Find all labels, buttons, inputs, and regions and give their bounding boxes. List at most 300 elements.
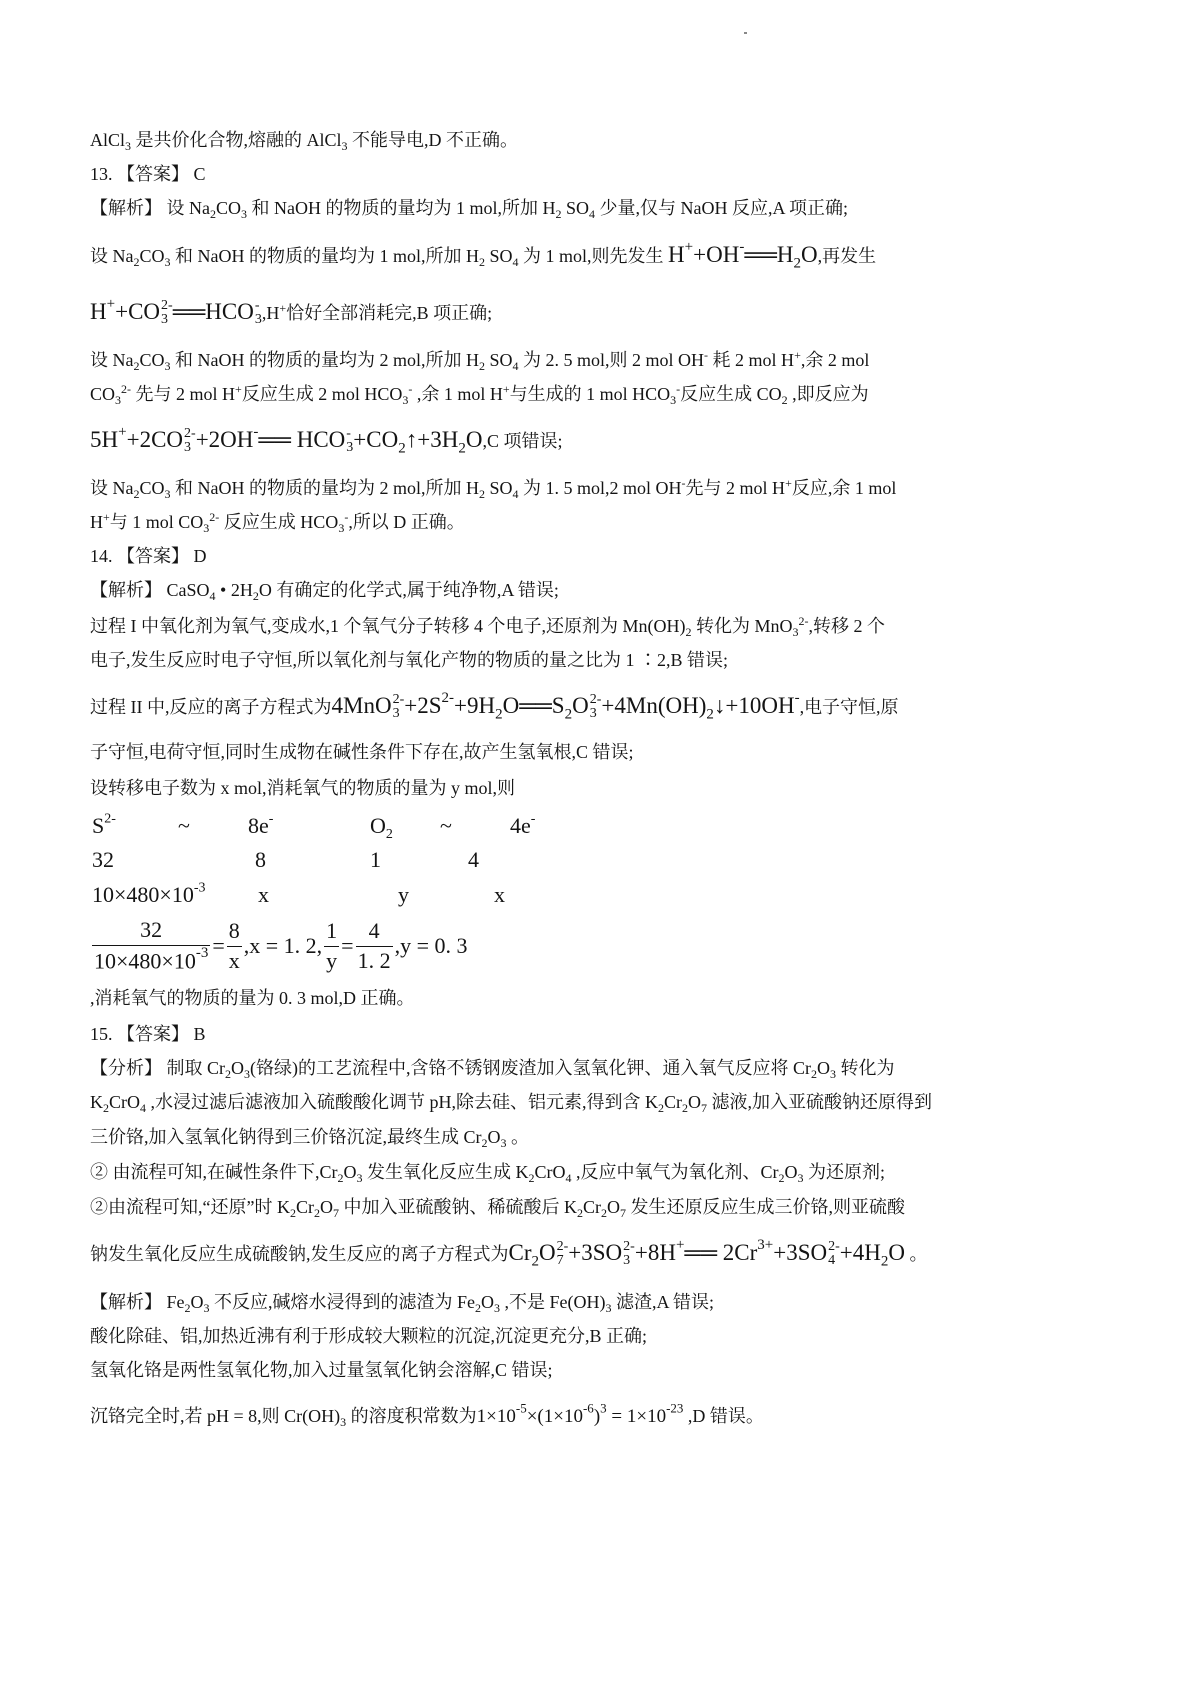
formula-subscript: 3 [623,1252,631,1268]
formula-sub-superscript [255,299,262,327]
subscript: 2 [778,1171,785,1186]
ratio-cell [92,809,116,844]
formula-run: +2S [404,693,442,718]
fraction-denominator [324,947,339,976]
subscript: 2 [184,1301,191,1316]
formula-subscript: 3 [392,705,400,721]
subscript: 7 [332,1206,339,1221]
text-run: ,电子守恒,原 [799,697,899,717]
subscript: 3 [164,359,171,374]
text-run: Cr [664,1092,682,1112]
subscript: 3 [241,207,248,222]
formula-subscript: 3 [161,311,169,327]
text-run: ,所以 D 正确。 [348,512,465,532]
subscript: 4 [512,359,519,374]
subscript: 2 [103,1101,109,1116]
q15-analysis-line [90,1090,932,1114]
ratio-cell [258,878,269,913]
text-run: 电子,发生反应时电子守恒,所以氧化剂与氧化产物的物质的量之比为 1 ∶2,B 错误; [90,650,729,670]
formula-subscript: 2 [385,826,393,842]
q15-analysis-line [90,1160,885,1184]
text-run: 中加入亚硫酸钠、稀硫酸后 K [338,1197,577,1217]
text-run: ②由流程可知,“还原”时 K [90,1197,290,1217]
q14-equation-line [90,689,899,724]
formula-run: O [572,693,589,718]
fraction-numerator [227,917,242,947]
formula-superscript: - [346,425,351,441]
formula-superscript: 2- [556,1238,569,1254]
formula-superscript: 3 [600,1400,607,1416]
q13-explanation-line [90,510,465,534]
formula-run: 4 [368,917,380,943]
formula-superscript: -5 [515,1400,527,1416]
text-run: 设 Na [90,350,134,370]
subscript: 2 [475,1301,481,1316]
fraction-denominator [356,947,393,976]
text-run: 为 2. 5 mol,则 2 mol OH [518,350,705,370]
text-run: 氢氧化铬是两性氢氧化物,加入过量氢氧化钠会溶解,C 错误; [90,1360,553,1380]
fraction-calculation [90,914,468,978]
formula-subscript: 2 [458,440,466,457]
subscript: 3 [338,521,345,536]
text-run: O [817,1058,830,1078]
text-run: 滤渣,A 错误; [611,1292,715,1312]
formula-subscript: 2 [495,706,503,723]
subscript: 2 [600,1206,607,1221]
text-run: ,即反应为 [787,384,869,404]
formula-superscript: - [253,423,259,440]
formula-run: ↑+3H [405,427,459,452]
text-run: ,C 项错误; [482,431,563,451]
formula-run: x [228,947,240,973]
q13-explanation-line [90,348,869,372]
ratio-cell [248,809,273,844]
formula-subscript: 2 [531,1253,539,1270]
ratio-cell [370,843,381,878]
fraction [227,917,242,976]
formula-run: 5H [90,427,119,452]
subscript: 3 [203,521,210,536]
ratio-cell [370,809,393,844]
fraction-numerator [356,917,393,947]
q14-explanation-line [90,740,634,764]
text-run: H [90,512,103,532]
formula-run: = [341,933,354,958]
text-run: 与 1 mol CO [109,512,204,532]
formula-sub-superscript [393,693,405,721]
subscript: 3 [340,1415,347,1430]
formula-superscript: 2- [161,297,173,313]
subscript: 2 [252,589,259,604]
formula-sub-superscript [161,299,173,327]
subscript: 3 [125,139,132,154]
text-run: CO [90,384,116,404]
text-run: 转化为 [836,1058,895,1078]
text-run: 反应生成 HCO [219,512,339,532]
fraction-denominator [227,947,242,976]
text-run: SO [561,198,590,218]
text-run: 滤液,加入亚硫酸钠还原得到 [707,1092,932,1112]
subscript: 2 [781,393,788,408]
formula-superscript: -6 [582,1400,594,1416]
text-run: O [231,1058,244,1078]
superscript: - [408,381,413,396]
ratio-cell [468,843,479,878]
q14-answer-heading: 14. 【答案】 D [90,546,207,566]
q13-equation-line [90,423,562,458]
q13-equation-line [90,295,492,330]
formula-run: ══ HCO [258,427,346,452]
text-run: ,余 1 mol H [412,384,503,404]
text-run: O [688,1092,701,1112]
formula-run: O [465,427,483,452]
text-run: O 有确定的化学式,属于纯净物,A 错误; [258,580,559,600]
text-run: 沉铬完全时,若 pH = 8,则 Cr(OH) [90,1406,341,1426]
superscript: + [794,347,801,362]
ratio-cell [92,878,206,913]
q15-answer-heading: 15. 【答案】 B [90,1024,206,1044]
subscript: 3 [792,625,799,640]
formula-superscript: 2- [441,689,454,706]
q15-explanation-line [90,1399,764,1434]
subscript: 2 [576,1206,583,1221]
text-run: 钠发生氧化反应生成硫酸钠,发生反应的离子方程式为 [90,1244,509,1264]
text-run: 为 1. 5 mol,2 mol OH [518,478,682,498]
text-run: ② 由流程可知,在碱性条件下,Cr [90,1162,338,1182]
subscript: 2 [133,359,140,374]
formula-run: +CO [353,427,399,452]
subscript: 3 [830,1067,836,1082]
equals-sign [341,933,353,959]
text-run: 设转移电子数为 x mol,消耗氧气的物质的量为 y mol,则 [90,778,516,798]
formula-run: ══ 2Cr [684,1240,758,1265]
formula-subscript: 7 [556,1252,564,1268]
ratio-cell [510,809,535,844]
formula-superscript: 2- [623,1238,635,1254]
text-run: (铬绿)的工艺流程中,含铬不锈钢废渣加入氢氧化钾、通入氧气反应将 Cr [250,1058,811,1078]
subscript: 2 [481,1136,488,1151]
q14-explanation-line [90,614,885,638]
text-run: CO [139,478,165,498]
formula-run: 4MnO [331,693,392,718]
formula-run: 1 [326,917,338,943]
subscript: 3 [115,393,122,408]
text-run: 设 Na [90,478,134,498]
text-run: ,H [261,303,280,323]
subscript: 7 [701,1101,707,1116]
formula-subscript: 2 [793,255,802,272]
superscript: 2- [798,613,809,628]
subscript: 3 [605,1301,612,1316]
q15-analysis-line [90,1125,529,1149]
formula-subscript: 3 [254,311,262,327]
fraction-numerator [92,916,210,946]
subscript: 2 [479,359,486,374]
text-run: Cr [295,1197,314,1217]
calc-result-y [395,933,468,959]
text-run: 反应生成 CO [680,384,782,404]
subscript: 2 [210,207,216,222]
subscript: 2 [313,1206,320,1221]
formula-run: O [370,813,386,838]
q13-answer-heading: 13. 【答案】 C [90,164,206,184]
text-run: 和 NaOH 的物质的量均为 2 mol,所加 H [170,350,480,370]
text-run: 【解析】 CaSO [90,580,210,600]
text-run: O [784,1162,798,1182]
formula-run: O══S [502,693,565,718]
subscript: 4 [589,207,596,222]
formula-sub-superscript [184,427,196,455]
text-run: 和 NaOH 的物质的量均为 1 mol,所加 H [170,246,480,266]
superscript: + [235,381,242,396]
fraction [92,916,210,976]
text-run: 少量,仅与 NaOH 反应,A 项正确; [595,198,849,218]
text-run: ,反应中氧气为氧化剂、Cr [571,1162,779,1182]
subscript: 4 [209,589,216,604]
subscript: 3 [500,1136,507,1151]
formula-run: y [326,947,338,973]
fraction-numerator [324,917,339,947]
text-run: 先与 2 mol H [131,384,236,404]
text-run: AlCl [90,130,126,150]
subscript: 2 [133,487,140,502]
text-run: 不反应,碱熔水浸得到的滤渣为 Fe [209,1292,475,1312]
text-run: CO [139,246,165,266]
text-run: 设 Na [90,246,134,266]
calc-result-x [244,933,322,959]
formula-run: ══H [744,242,794,267]
text-run: • 2H [215,580,253,600]
formula-run: 4e [510,813,531,838]
formula-superscript: - [794,689,800,706]
formula-run: 10×480×10 [94,948,196,974]
text-run: K [90,1092,103,1112]
subscript: 3 [341,139,348,154]
formula-run: ~ [440,813,452,838]
subscript: 3 [402,393,409,408]
q13-explanation-line [90,196,848,220]
q14-explanation-line [90,648,728,672]
formula-superscript: - [739,238,745,255]
formula-superscript: + [106,295,116,312]
text-run: 和 NaOH 的物质的量均为 2 mol,所加 H [170,478,480,498]
formula-subscript: 2 [706,706,714,723]
formula-superscript: + [684,238,694,255]
text-run: 为还原剂; [803,1162,886,1182]
formula-run: 1×10 [476,1406,516,1427]
formula-sub-superscript [828,1240,840,1268]
formula-run: x [258,882,269,907]
q15-analysis-line [90,1195,905,1219]
equals-sign [212,933,224,959]
formula-run: ↓+10OH [713,693,795,718]
subscript: 7 [619,1206,626,1221]
subscript: 2 [685,625,692,640]
formula-run: = 1×10 [606,1406,667,1427]
formula-subscript: 2 [880,1253,889,1270]
subscript: 2 [658,1101,664,1116]
text-run: SO [485,246,513,266]
subscript: 2 [528,1171,535,1186]
formula-subscript: 4 [828,1252,836,1268]
subscript: 2 [479,255,486,270]
text-run: 不能导电,D 不正确。 [347,130,519,150]
formula-run: +2OH [195,427,254,452]
subscript: 2 [555,207,562,222]
q14-conclusion-line: ,消耗氧气的物质的量为 0. 3 mol,D 正确。 [90,988,415,1008]
text-run: 先与 2 mol H [685,478,786,498]
text-run: CrO [109,1092,140,1112]
text-run: 耗 2 mol H [708,350,795,370]
subscript: 3 [164,255,171,270]
text-run: ,再发生 [817,246,877,266]
formula-superscript: - [254,297,260,313]
text-run: Cr [582,1197,601,1217]
formula-superscript: 2- [184,425,196,441]
superscript: - [676,381,681,396]
formula-superscript: 2- [104,811,116,827]
text-run: ,不是 Fe(OH) [500,1292,606,1312]
formula-run: 8 [228,917,240,943]
formula-run: +4Mn(OH) [601,693,707,718]
formula-run: ,y = 0. 3 [394,933,468,958]
formula-subscript: 3 [346,439,354,455]
q15-explanation-line [90,1324,647,1348]
subscript: 3 [244,1067,250,1082]
superscript: 2- [121,381,132,396]
subscript: 4 [512,255,519,270]
q15-explanation-line [90,1290,714,1314]
formula-run: 4 [468,847,479,872]
formula-run: +CO [115,299,161,324]
text-run: 【解析】 设 Na [90,198,210,218]
text-run: 过程 II 中,反应的离子方程式为 [90,697,332,717]
text-run: O [481,1292,494,1312]
text-run: O [319,1197,333,1217]
text-run: O [190,1292,204,1312]
text-run: 和 NaOH 的物质的量均为 1 mol,所加 H [247,198,556,218]
text-run: SO [485,478,513,498]
text-run: 的溶度积常数为 [346,1406,477,1426]
superscript: - [681,475,686,490]
ratio-cell [494,878,505,913]
formula-superscript: -3 [195,944,209,961]
ratio-cell [398,878,409,913]
subscript: 3 [797,1171,804,1186]
formula-superscript: -3 [193,880,206,896]
formula-run: 1 [370,847,381,872]
q15-equation-line [90,1236,927,1271]
superscript: 2- [209,509,220,524]
subscript: 2 [133,255,140,270]
text-run: SO [485,350,513,370]
formula-superscript: 2- [828,1238,840,1254]
formula-superscript: - [268,811,274,827]
formula-run: ×(1×10 [526,1406,583,1427]
formula-run: +3SO [568,1240,623,1265]
formula-run: 8e [248,813,269,838]
formula-run: +8H [634,1240,676,1265]
formula-run: O [888,1240,905,1265]
text-run: ,转移 2 个 [808,616,885,636]
text-run: O [487,1127,501,1147]
superscript: + [785,475,792,490]
formula-run: 8 [255,847,266,872]
formula-run: Cr [508,1240,532,1265]
subscript: 3 [670,393,677,408]
subscript: 2 [479,487,486,502]
text-run: ,D 错误。 [683,1406,764,1426]
q14-explanation-line [90,578,559,602]
text-run: 是共价化合物,熔融的 AlCl [131,130,342,150]
formula-run: +4H [839,1240,881,1265]
q12-conclusion-line [90,128,518,152]
text-run: O [606,1197,620,1217]
subscript: 4 [512,487,519,502]
text-run: O [343,1162,357,1182]
formula-run: H [90,299,107,324]
text-run: 发生氧化反应生成 K [362,1162,529,1182]
text-run: 为 1 mol,则先发生 [518,246,669,266]
formula-superscript: + [118,423,127,440]
text-run: 反应,余 1 mol [791,478,897,498]
subscript: 3 [494,1301,500,1316]
formula-run: ) [593,1406,601,1427]
formula-sub-superscript [590,693,602,721]
fraction-denominator [92,946,210,976]
formula-subscript: 3 [589,705,597,721]
text-run: ,余 2 mol [800,350,870,370]
formula-run: 32 [140,916,163,942]
formula-run: +OH [693,242,740,267]
subscript: 3 [356,1171,363,1186]
superscript: - [704,347,709,362]
formula-superscript: + [675,1236,685,1253]
formula-run: S [92,813,105,838]
text-run: 反应生成 2 mol HCO [241,384,403,404]
superscript: + [103,509,110,524]
formula-run: 1. 2 [357,947,391,973]
ratio-cell [255,843,266,878]
text-run: 酸化除硅、铝,加热近沸有利于形成较大颗粒的沉淀,沉淀更充分,B 正确; [90,1326,648,1346]
text-run: 。 [904,1244,928,1264]
subscript: 2 [682,1101,688,1116]
fraction [324,917,339,976]
text-run: 发生还原反应生成三价铬,则亚硫酸 [625,1197,905,1217]
formula-run: ~ [178,813,190,838]
formula-subscript: 2 [564,706,573,723]
fraction [356,917,393,976]
formula-superscript: 3+ [757,1236,774,1253]
q13-explanation-line [90,476,896,500]
text-run: 【解析】 Fe [90,1292,185,1312]
q13-explanation-line [90,382,869,406]
subscript: 2 [337,1171,344,1186]
formula-sub-superscript [557,1240,569,1268]
q14-explanation-line [90,776,515,800]
superscript: + [502,381,510,396]
formula-superscript: - [530,811,536,827]
formula-run: x [494,882,505,907]
formula-run: ══HCO [172,299,254,324]
formula-run: = [212,933,225,958]
formula-subscript: 3 [184,439,192,455]
subscript: 2 [811,1067,817,1082]
superscript: + [279,300,287,315]
formula-run: 32 [92,847,114,872]
text-run: 过程 I 中氧化剂为氧气,变成水,1 个氧气分子转移 4 个电子,还原剂为 Mn(OH) [90,616,686,636]
q15-explanation-line [90,1358,553,1382]
